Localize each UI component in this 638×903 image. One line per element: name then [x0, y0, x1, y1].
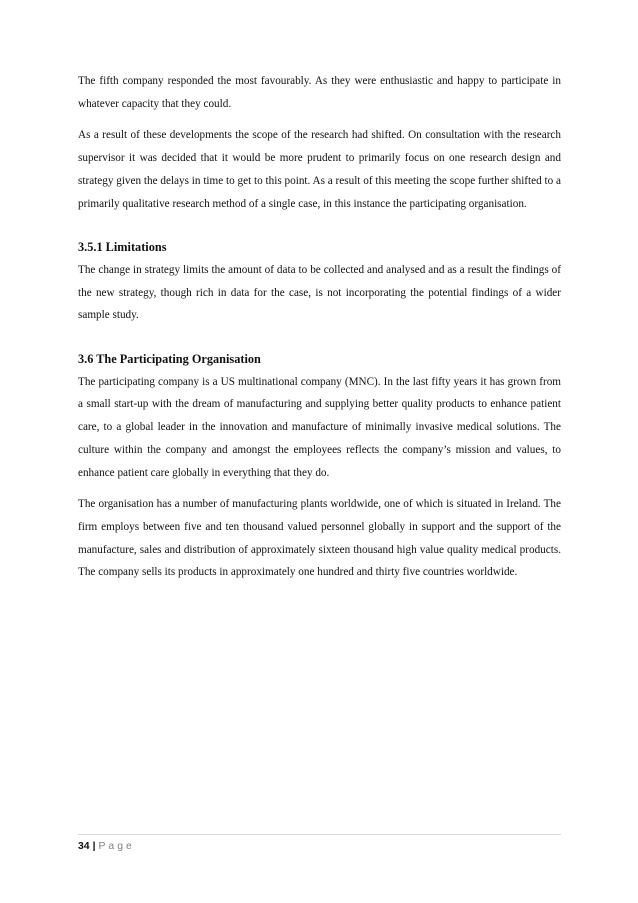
spacer [78, 336, 561, 348]
paragraph-plants-and-products: The organisation has a number of manufacturing plants worldwide, one of which is situated in Ireland. The firm employs between five and ten thousand valued personnel globally in support and the support of the manufacture, sales and distribution of approximately sixteen thousand high value quality medical products. The company sells its products in approximately one hundred and thirty five countries worldwide. [78, 498, 561, 579]
paragraph-fifth-company: The fifth company responded the most favourably. As they were enthusiastic and happy to participate in whatever capacity that they could. [78, 75, 561, 110]
section-heading-limitations: 3.5.1 Limitations [78, 240, 167, 255]
paragraph-company-overview: The participating company is a US multinational company (MNC). In the last fifty years it has grown from a small start-up with the dream of manufacturing and supplying better quality products to enhance patient care, to a global leader in the innovation and manufacture of minimally invasive medical solutions. The culture within the company and amongst the employees reflects the company’s mission and values, to enhance patient care globally in everything that they do. [78, 375, 561, 479]
section-heading-participating-organisation: 3.6 The Participating Organisation [78, 352, 261, 367]
footer-divider [78, 834, 561, 835]
spacer [78, 224, 561, 236]
page-body [78, 70, 561, 593]
page-label: Page [98, 841, 135, 852]
paragraph-scope-shift: As a result of these developments the scope of the research had shifted. On consultation with the research supervisor it was decided that it would be more prudent to primarily focus on one research design and strategy given the delays in time to get to this point. As a result of this meeting the scope further shifted to a primarily qualitative research method of a single case, in this instance the participating organisation. [78, 129, 561, 210]
footer-separator: | [92, 841, 96, 852]
page-footer [78, 840, 135, 854]
paragraph-limitations: The change in strategy limits the amount of data to be collected and analysed and as a result the findings of the new strategy, though rich in data for the case, is not incorporating the potential findings of a wider sample study. [78, 263, 561, 322]
page-number: 34 [78, 841, 90, 852]
